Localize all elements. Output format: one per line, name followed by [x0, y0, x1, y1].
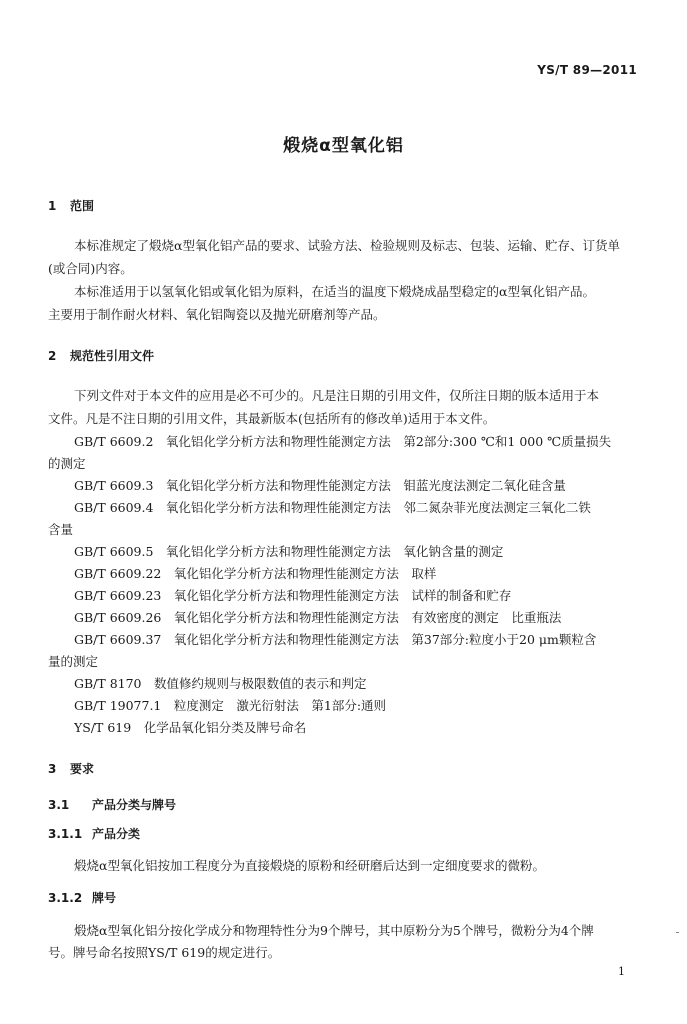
grade-text-line2: 号。牌号命名按照YS/T 619的规定进行。: [48, 945, 281, 960]
subsection-3-1-2-heading: [48, 889, 116, 907]
reference-item: GB/T 19077.1 粒度测定 激光衍射法 第1部分:通则: [74, 698, 387, 713]
reference-item: GB/T 6609.22 氧化铝化学分析方法和物理性能测定方法 取样: [74, 566, 437, 581]
section-2-number: 2: [48, 349, 57, 363]
reference-item: GB/T 6609.23 氧化铝化学分析方法和物理性能测定方法 试样的制备和贮存: [74, 588, 512, 603]
scope-para2-line2: 主要用于制作耐火材料、氧化铝陶瓷以及抛光研磨剂等产品。: [48, 307, 386, 322]
subsection-3-1-title: 产品分类与牌号: [92, 798, 177, 812]
reference-item: GB/T 6609.2 氧化铝化学分析方法和物理性能测定方法 第2部分:300 ℃和1 000 ℃质量损失: [74, 434, 612, 449]
subsection-3-1-2-title: 牌号: [92, 891, 117, 905]
section-2-title: 规范性引用文件: [70, 349, 155, 363]
page-number: 1: [618, 965, 625, 978]
reference-item: GB/T 6609.3 氧化铝化学分析方法和物理性能测定方法 钼蓝光度法测定二氧化硅含量: [74, 478, 566, 493]
scope-para2-line1: 本标准适用于以氢氧化铝或氧化铝为原料，在适当的温度下煅烧成晶型稳定的α型氧化铝产品。: [74, 284, 595, 299]
scope-para1-line1: 本标准规定了煅烧α型氧化铝产品的要求、试验方法、检验规则及标志、包装、运输、贮存、订货单: [74, 238, 620, 253]
reference-item: YS/T 619 化学品氧化铝分类及牌号命名: [74, 720, 307, 735]
scan-edge-mark: [676, 932, 679, 933]
references-intro-line2: 文件。凡是不注日期的引用文件，其最新版本(包括所有的修改单)适用于本文件。: [48, 411, 496, 426]
reference-item: GB/T 8170 数值修约规则与极限数值的表示和判定: [74, 676, 367, 691]
section-1-title: 范围: [70, 199, 95, 213]
grade-text-line1: 煅烧α型氧化铝分按化学成分和物理特性分为9个牌号，其中原粉分为5个牌号，微粉分为4个牌: [74, 923, 594, 938]
section-3-number: 3: [48, 762, 57, 776]
reference-item-continuation: 的测定: [48, 456, 86, 471]
section-1-number: 1: [48, 199, 57, 213]
reference-item-continuation: 量的测定: [48, 654, 99, 669]
subsection-3-1-1-heading: [48, 825, 140, 843]
reference-item: GB/T 6609.4 氧化铝化学分析方法和物理性能测定方法 邻二氮杂菲光度法测定三氧化二铁: [74, 500, 591, 515]
reference-item-continuation: 含量: [48, 522, 74, 537]
section-1-heading: [48, 197, 94, 215]
section-2-heading: [48, 347, 154, 365]
scope-para1-line2: (或合同)内容。: [48, 261, 133, 276]
subsection-3-1-1-number: 3.1.1: [48, 827, 83, 841]
reference-item: GB/T 6609.5 氧化铝化学分析方法和物理性能测定方法 氧化钠含量的测定: [74, 544, 504, 559]
subsection-3-1-2-number: 3.1.2: [48, 891, 83, 905]
subsection-3-1-heading: [48, 796, 176, 814]
standard-code: YS/T 89—2011: [537, 63, 637, 77]
document-title: 煅烧α型氧化铝: [283, 136, 404, 156]
references-intro-line1: 下列文件对于本文件的应用是必不可少的。凡是注日期的引用文件，仅所注日期的版本适用于本: [74, 388, 600, 403]
product-classification-text: 煅烧α型氧化铝按加工程度分为直接煅烧的原粉和经研磨后达到一定细度要求的微粉。: [74, 858, 545, 873]
reference-item: GB/T 6609.26 氧化铝化学分析方法和物理性能测定方法 有效密度的测定 比重瓶法: [74, 610, 562, 625]
section-3-heading: [48, 760, 94, 778]
subsection-3-1-number: 3.1: [48, 798, 70, 812]
subsection-3-1-1-title: 产品分类: [92, 827, 141, 841]
reference-item: GB/T 6609.37 氧化铝化学分析方法和物理性能测定方法 第37部分:粒度小于20 μm颗粒含: [74, 632, 597, 647]
section-3-title: 要求: [70, 762, 95, 776]
